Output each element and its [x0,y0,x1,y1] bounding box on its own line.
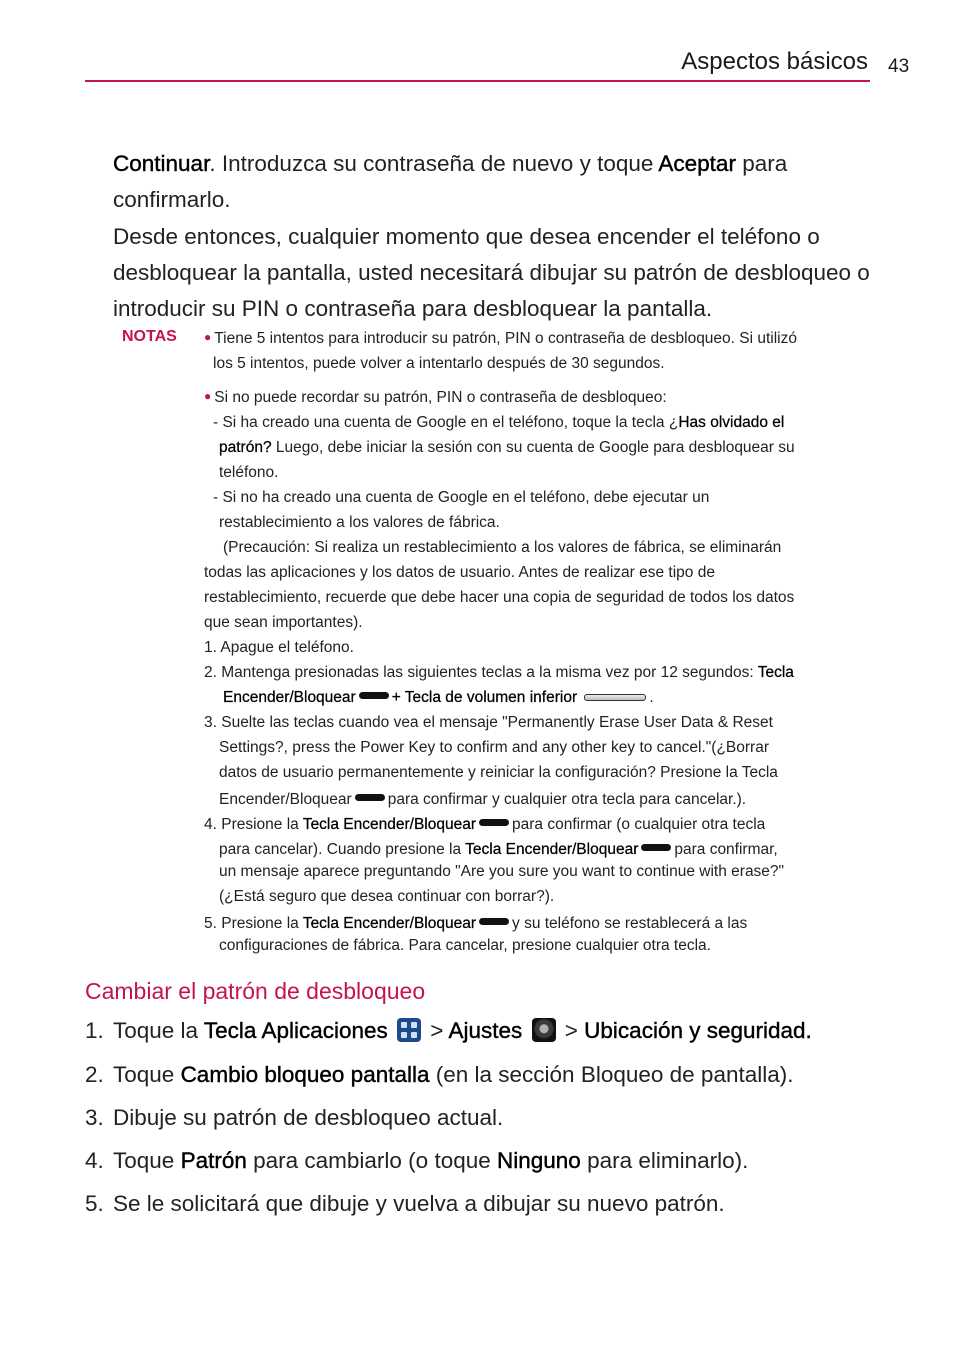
step-number: 5. [85,1191,104,1216]
step-3 [85,1101,885,1135]
header-divider [85,80,870,82]
note-text: para confirmar (o cualquier otra tecla [512,816,766,833]
note-text: y su teléfono se restablecerá a las [512,915,748,932]
key-term: Tecla Encender/Bloquear [302,915,477,932]
note-text: que sean importantes). [204,614,363,631]
note-text: - Si no ha creado una cuenta de Google en el teléfono, debe ejecutar un [213,489,710,506]
step-text: Dibuje su patrón de desbloqueo actual. [113,1105,504,1130]
step-2 [85,1058,885,1092]
step-text: Se le solicitará que dibuje y vuelva a dibujar su nuevo patrón. [113,1191,725,1216]
note-text: Settings?, press the Power Key to confirm and any other key to cancel."(¿Borrar [219,739,769,756]
reset-step-1: 1. Apague el teléfono. [204,639,354,656]
apps-key-term: Tecla Aplicaciones [203,1018,388,1043]
reset-step-4 [204,812,874,837]
note-text: para confirmar, [674,841,778,858]
step-1 [85,1014,885,1048]
continuar-term: Continuar [113,151,210,176]
volume-down-key-icon [584,694,646,701]
power-key-icon [479,918,509,925]
section-title: Cambiar el patrón de desbloqueo [85,978,426,1004]
note-text: teléfono. [219,464,279,481]
step-text: Toque la [113,1018,204,1043]
note-text: los 5 intentos, puede volver a intentarlo después de 30 segundos. [213,355,665,372]
bullet-icon: ● [204,389,212,403]
step-5 [85,1187,885,1221]
note-text: restablecimiento, recuerde que debe hacer una copia de seguridad de todos los datos [204,589,795,606]
settings-gear-icon [532,1018,556,1042]
note-text: configuraciones de fábrica. Para cancelar, presione cualquier otra tecla. [219,937,711,954]
note-text: Si no puede recordar su patrón, PIN o contraseña de desbloqueo: [214,389,667,406]
aceptar-term: Aceptar [658,151,736,176]
note-text: 2. Mantenga presionadas las siguientes teclas a la misma vez por 12 segundos: [204,664,758,681]
step-number: 1. [85,1018,104,1043]
notes-label: NOTAS [122,328,177,345]
screen-lock-term: Cambio bloqueo pantalla [180,1062,430,1087]
none-term: Ninguno [497,1148,581,1173]
note-text: para cancelar). Cuando presione la [219,841,466,858]
note-text: restablecimiento a los valores de fábrica. [219,514,500,531]
section-header-title: Aspectos básicos [681,48,868,75]
forgot-pattern-term: Has olvidado el [678,414,785,431]
intro-text: . Introduzca su contraseña de nuevo y toque [209,151,659,176]
bullet-icon: ● [204,330,212,344]
note-text: 5. Presione la [204,915,303,932]
intro-text: para confirmarlo. [113,151,788,212]
step-text: (en la sección Bloqueo de pantalla). [429,1062,794,1087]
location-security-term: Ubicación y seguridad. [584,1018,812,1043]
step-text: Toque [113,1062,181,1087]
note-text: . [649,689,654,706]
note-text: todas las aplicaciones y los datos de usuario. Antes de realizar ese tipo de [204,564,715,581]
apps-grid-icon [397,1018,421,1042]
note-text: Luego, debe iniciar la sesión con su cuenta de Google para desbloquear su [271,439,795,456]
step-text: para cambiarlo (o toque [246,1148,497,1173]
reset-step-3: 3. Suelte las teclas cuando vea el mensaje "Permanently Erase User Data & Reset [204,714,773,731]
step-text: para eliminarlo). [580,1148,749,1173]
key-term: Encender/Bloquear [223,689,356,706]
intro-paragraph-2: Desde entonces, cualquier momento que desea encender el teléfono o desbloquear la pantalla, usted necesitará dibujar su patrón de desbloqueo o introducir su PIN o contraseña para desbloquear la pantalla. [113,224,870,321]
power-key-icon [479,819,509,826]
step-text: Toque [113,1148,181,1173]
note-text: para confirmar y cualquier otra tecla para cancelar.). [387,791,747,808]
power-key-icon [359,692,389,699]
step-number: 3. [85,1105,104,1130]
step-number: 2. [85,1062,104,1087]
note-text: 4. Presione la [204,816,303,833]
key-term: Tecla Encender/Bloquear [465,841,639,858]
note-text: - Si ha creado una cuenta de Google en el teléfono, toque la tecla ¿ [213,414,679,431]
step-text: > [424,1018,449,1043]
note-forgot-pattern [204,384,874,958]
step-number: 4. [85,1148,104,1173]
reset-step-2 [204,660,874,685]
power-key-icon [355,794,385,801]
note-attempts [204,325,874,376]
note-text: (Precaución: Si realiza un restablecimiento a los valores de fábrica, se eliminarán [223,539,782,556]
note-text: Tiene 5 intentos para introducir su patrón, PIN o contraseña de desbloqueo. Si utilizó [214,330,797,347]
step-text: > [558,1018,585,1043]
note-text: (¿Está seguro que desea continuar con borrar?). [219,888,555,905]
page-number: 43 [888,56,910,77]
key-term: + Tecla de volumen inferior [391,689,578,706]
settings-term: Ajustes [448,1018,523,1043]
intro-paragraph-1 [113,146,873,218]
key-term: Tecla Encender/Bloquear [302,816,477,833]
pattern-term: Patrón [180,1148,247,1173]
power-key-icon [641,844,671,851]
forgot-pattern-term: patrón? [219,439,272,456]
note-text: Encender/Bloquear [219,791,352,808]
key-term: Tecla [757,664,794,681]
note-text: un mensaje aparece preguntando "Are you sure you want to continue with erase?" [219,863,785,880]
note-text: datos de usuario permanentemente y reiniciar la configuración? Presione la Tecla [219,764,778,781]
step-4 [85,1144,885,1178]
